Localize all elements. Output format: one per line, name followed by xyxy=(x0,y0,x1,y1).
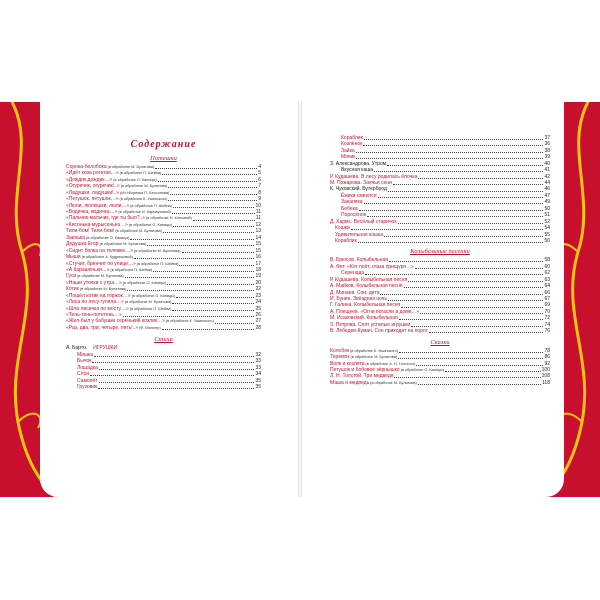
entry-page-number: 47 xyxy=(544,192,550,199)
entry-title: Колобок xyxy=(330,347,350,354)
entry-page-number: 7 xyxy=(258,183,261,190)
dot-leader xyxy=(99,369,255,370)
entry-page-number: 24 xyxy=(255,299,261,306)
entry-page-number: 6 xyxy=(258,176,261,183)
dot-leader xyxy=(388,300,543,301)
entry-page-number: 49 xyxy=(544,199,550,206)
entry-title: «Петушок, петушок…» xyxy=(66,196,119,203)
dot-leader xyxy=(420,313,543,314)
dot-leader xyxy=(162,174,257,175)
entry-adaptation-note: (в обработке М. Булатова) xyxy=(79,287,127,292)
entry-page-number: 37 xyxy=(544,134,550,141)
entry-title: В. Лебедев-Кумач. Сон приходит на порог xyxy=(330,328,428,335)
dot-leader xyxy=(172,310,254,311)
entry-title: «Стучит, бренчит по улице…» xyxy=(66,260,136,267)
entry-page-number: 17 xyxy=(255,260,261,267)
entry-page-number: 100 xyxy=(541,366,550,373)
entry-title: Сорока-белобока xyxy=(66,163,107,170)
dot-leader xyxy=(172,303,254,304)
dot-leader xyxy=(365,274,543,275)
dot-leader xyxy=(429,332,544,333)
entry-title: М. Пожарова. Заячьи сени xyxy=(330,180,392,187)
entry-title: Мячик xyxy=(341,154,356,161)
entry-title: Поросёнок xyxy=(341,212,366,219)
entry-title: Грузовик xyxy=(77,383,98,390)
entry-adaptation-note: (в обработке О. Капицы) xyxy=(128,222,173,227)
entry-adaptation-note: (Из сборника П. Бессонова) xyxy=(120,190,170,195)
dot-leader xyxy=(155,168,257,169)
dot-leader xyxy=(404,287,544,288)
entry-title: Мыши xyxy=(66,254,81,261)
nursery-list xyxy=(66,164,261,331)
entry-page-number: 69 xyxy=(544,302,550,309)
dot-leader xyxy=(125,277,255,278)
section-heading-nursery: Потешки xyxy=(150,155,177,162)
entry-title: «Кисонька-мурысенька…» xyxy=(66,221,128,228)
entry-page-number: 54 xyxy=(544,225,550,232)
entry-title: «Люли, люлюшки, люли…» xyxy=(66,202,130,209)
entry-page-number: 35 xyxy=(255,377,261,384)
dot-leader xyxy=(398,358,543,359)
dot-leader xyxy=(415,268,544,269)
dot-leader xyxy=(384,236,543,237)
dot-leader xyxy=(98,388,254,389)
dot-leader xyxy=(411,326,543,327)
entry-title: Р. Кудашева. Колыбельная песня xyxy=(330,276,408,283)
dot-leader xyxy=(173,226,254,227)
dot-leader xyxy=(130,239,254,240)
entry-page-number: 19 xyxy=(255,273,261,280)
entry-adaptation-note: (в обработке М. Булатова) xyxy=(350,355,398,360)
entry-page-number: 33 xyxy=(255,364,261,371)
poems-authors-list xyxy=(330,161,550,245)
entry-page-number: 35 xyxy=(255,383,261,390)
poems-continued-list xyxy=(330,135,550,161)
entry-page-number: 32 xyxy=(255,351,261,358)
entry-adaptation-note: (в обработке А. Кудряшовой) xyxy=(81,255,133,260)
entry-adaptation-note: (в обработке Н. Котковой) xyxy=(146,216,192,221)
dot-leader xyxy=(172,213,255,214)
dot-leader xyxy=(134,258,255,259)
entry-page-number: 40 xyxy=(544,160,550,167)
dot-leader xyxy=(94,356,254,357)
dot-leader xyxy=(153,271,254,272)
entry-page-number: 9 xyxy=(258,196,261,203)
poems-author: А. Барто. xyxy=(66,345,88,352)
entry-title: Заинька xyxy=(66,234,86,241)
entry-title: «Идёт коза рогатая…» xyxy=(66,170,119,177)
entry-adaptation-note: (в обработке М. Булатова) xyxy=(107,164,155,169)
entry-adaptation-note: (в обработке О. Капицы) xyxy=(122,280,167,285)
entry-page-number: 5 xyxy=(258,170,261,177)
entry-page-number: 11 xyxy=(255,215,261,222)
dot-leader xyxy=(356,152,544,153)
entry-adaptation-note: (в обработке И. Карнауховой) xyxy=(118,210,171,215)
entry-title: Р. Кудашева. В лесу родилась ёлочка xyxy=(330,173,418,180)
dot-leader xyxy=(387,165,543,166)
entry-page-number: 39 xyxy=(544,154,550,161)
entry-page-number: 12 xyxy=(255,221,261,228)
dot-leader xyxy=(367,216,543,217)
entry-title: «Наши уточки с утра…» xyxy=(66,279,122,286)
entry-title: А. Майков. Колыбельная песня xyxy=(330,283,403,290)
entry-page-number: 76 xyxy=(544,328,550,335)
entry-page-number: 44 xyxy=(544,180,550,187)
entry-title: К. Чуковский. Бутерброд xyxy=(330,186,387,193)
entry-adaptation-note: (в обработке А. Н. Толстого) xyxy=(365,361,416,366)
dot-leader xyxy=(416,365,543,366)
entry-title: Котик xyxy=(66,286,79,293)
entry-page-number: 51 xyxy=(544,212,550,219)
entry-page-number: 108 xyxy=(541,373,550,380)
entry-page-number: 33 xyxy=(255,358,261,365)
entry-adaptation-note: (в обработке К. Ушинского) xyxy=(165,319,214,324)
entry-page-number: 20 xyxy=(255,279,261,286)
dot-leader xyxy=(167,284,254,285)
entry-title: Петушок и бобовое зёрнышко xyxy=(330,366,400,373)
entry-title: Кошки xyxy=(335,225,350,232)
entry-title: А. Плещеев. «Огни погасли в доме…» xyxy=(330,308,420,315)
dot-leader xyxy=(380,294,543,295)
toc-entry xyxy=(330,380,550,386)
toc-right-column xyxy=(330,102,550,386)
dot-leader xyxy=(147,245,254,246)
entry-adaptation-note: (в обработке П. Шейна) xyxy=(110,267,153,272)
entry-page-number: 55 xyxy=(544,231,550,238)
entry-page-number: 18 xyxy=(255,266,261,273)
entry-title: Слон xyxy=(77,371,90,378)
dot-leader xyxy=(158,181,258,182)
entry-page-number: 34 xyxy=(255,371,261,378)
entry-page-number: 15 xyxy=(255,247,261,254)
toc-entry xyxy=(66,384,261,390)
entry-title: З. Петрова. Спят усталые игрушки xyxy=(330,321,411,328)
dot-leader xyxy=(398,223,544,224)
entry-title: Кораблик xyxy=(341,134,363,141)
entry-page-number: 25 xyxy=(255,305,261,312)
entry-page-number: 66 xyxy=(544,289,550,296)
entry-page-number: 56 xyxy=(544,237,550,244)
entry-page-number: 11 xyxy=(255,209,261,216)
toc-entry xyxy=(66,325,261,331)
entry-page-number: 67 xyxy=(544,296,550,303)
dot-leader xyxy=(418,178,543,179)
entry-adaptation-note: (в обработке М. Булатова) xyxy=(99,242,147,247)
entry-adaptation-note: (в обработке М. Булатова) xyxy=(370,380,417,385)
entry-title: Козлёнок xyxy=(341,141,363,148)
entry-title: «Лиса по лесу гуляла…» xyxy=(66,299,124,306)
entry-page-number: 60 xyxy=(544,263,550,270)
entry-adaptation-note: (Ф. Миллер) xyxy=(139,325,161,330)
entry-page-number: 52 xyxy=(544,218,550,225)
entry-page-number: 36 xyxy=(544,141,550,148)
entry-adaptation-note: (в обработке К. Ушинского) xyxy=(350,348,399,353)
entry-title: «Тень-тень-потетень…» xyxy=(66,312,122,319)
entry-adaptation-note: (в обработке П. Шейна) xyxy=(119,171,162,176)
entry-title: Бебека xyxy=(341,205,358,212)
dot-leader xyxy=(418,384,541,385)
dot-leader xyxy=(389,261,543,262)
dot-leader xyxy=(393,184,544,185)
dot-leader xyxy=(163,232,255,233)
dot-leader xyxy=(215,323,255,324)
entry-title: И. Бунин. Звёздная ночь xyxy=(330,296,387,303)
dot-leader xyxy=(351,229,544,230)
dot-leader xyxy=(173,207,255,208)
entry-page-number: 27 xyxy=(255,318,261,325)
entry-title: Серенада xyxy=(341,270,365,277)
entry-page-number: 16 xyxy=(255,254,261,261)
entry-page-number: 22 xyxy=(255,286,261,293)
entry-page-number: 14 xyxy=(255,234,261,241)
entry-title: Волк и козлята xyxy=(330,360,365,367)
entry-title: «А барашеньки…» xyxy=(66,266,110,273)
entry-title: Д. Минаев. Спи, дитя xyxy=(330,289,380,296)
entry-title: Теремок xyxy=(330,354,350,361)
entry-adaptation-note: (в обработке О. Капицы) xyxy=(86,235,130,240)
dot-leader xyxy=(399,319,544,320)
entry-title: «Жил-был у бабушки серенький козлик…» xyxy=(66,318,165,325)
entry-title: З. Александрова. Утром xyxy=(330,160,387,167)
toc-left-column xyxy=(66,102,261,390)
entry-page-number: 50 xyxy=(544,205,550,212)
dot-leader xyxy=(92,362,254,363)
dot-leader xyxy=(358,242,544,243)
entry-page-number: 74 xyxy=(544,321,550,328)
entry-title: Бычок xyxy=(77,358,92,365)
entry-title: «Шла лисичка по мосту…» xyxy=(66,305,129,312)
entry-adaptation-note: (в обработке О. Капицы) xyxy=(400,367,445,372)
entry-page-number: 13 xyxy=(255,228,261,235)
book-spine xyxy=(298,102,302,497)
dot-leader xyxy=(401,307,543,308)
entry-title: Кораблик xyxy=(335,237,357,244)
entry-page-number: 23 xyxy=(255,292,261,299)
entry-page-number: 10 xyxy=(255,202,261,209)
dot-leader xyxy=(176,297,254,298)
dot-leader xyxy=(179,265,254,266)
entry-title: «Раз, два, три, четыре, пять!..» xyxy=(66,324,139,331)
toc-entry xyxy=(330,238,550,244)
entry-title: «Огуречик, огуречик!..» xyxy=(66,183,120,190)
dot-leader xyxy=(363,145,543,146)
dot-leader xyxy=(359,210,544,211)
entry-title: Д. Хармс. Весёлый старичок xyxy=(330,218,397,225)
dot-leader xyxy=(168,200,257,201)
entry-page-number: 118 xyxy=(542,379,550,386)
entry-page-number: 26 xyxy=(255,312,261,319)
entry-adaptation-note: (в обработке О. Капицы) xyxy=(113,177,157,182)
dot-leader xyxy=(388,191,544,192)
entry-page-number: 8 xyxy=(258,189,261,196)
entry-page-number: 64 xyxy=(544,283,550,290)
entry-title: Ёжики смеются xyxy=(341,192,377,199)
entry-page-number: 42 xyxy=(544,173,550,180)
lullabies-list xyxy=(330,257,550,334)
entry-title: А. Фет. «Кот поёт, глаза прищуря…» xyxy=(330,263,414,270)
dot-leader xyxy=(127,290,254,291)
dot-leader xyxy=(399,352,543,353)
entry-title: «Ладушки, ладушки!..» xyxy=(66,189,120,196)
section-heading-poems: Стихи xyxy=(154,336,173,344)
entry-page-number: 4 xyxy=(258,163,261,170)
dot-leader xyxy=(408,281,543,282)
entry-adaptation-note: (в обработке П. Шейна) xyxy=(136,261,179,266)
entry-page-number: 62 xyxy=(544,270,550,277)
dot-leader xyxy=(394,377,540,378)
entry-title: «Сидит белка на тележке…» xyxy=(66,247,133,254)
entry-title: «Дождик,дождик…» xyxy=(66,176,113,183)
entry-title: Маша и медведь xyxy=(330,379,370,386)
dot-leader xyxy=(99,382,255,383)
entry-page-number: 46 xyxy=(544,186,550,193)
entry-adaptation-note: (в обработке П. Шейна) xyxy=(129,306,172,311)
entry-adaptation-note: (в обработке М. Булатова) xyxy=(115,229,162,234)
dot-leader xyxy=(364,203,544,204)
entry-title: М. Исаковский. Колыбельная xyxy=(330,315,398,322)
entry-title: Лошадка xyxy=(77,364,98,371)
dot-leader xyxy=(445,371,541,372)
entry-adaptation-note: (в обработке М. Булатова) xyxy=(77,274,124,279)
entry-title: Удивительная кошка xyxy=(335,231,384,238)
dot-leader xyxy=(182,252,255,253)
entry-title: Л. Н. Толстой. Три медведя xyxy=(330,373,394,380)
entry-title: Зайка xyxy=(341,147,355,154)
dot-leader xyxy=(356,158,543,159)
entry-page-number: 86 xyxy=(544,354,550,361)
entry-title: Вкусная каша xyxy=(341,167,374,174)
poems-cycle: ИГРУШКИ xyxy=(93,345,118,352)
poems-list xyxy=(66,352,261,391)
tales-list xyxy=(330,348,550,387)
toc-entry xyxy=(330,328,550,334)
entry-adaptation-note: (в обработке М. Булатова) xyxy=(120,184,168,189)
dot-leader xyxy=(123,316,255,317)
dot-leader xyxy=(162,329,255,330)
entry-title: Тили-бом! Тили-бом! xyxy=(66,228,115,235)
entry-title: «Пошёл котик на торжок…» xyxy=(66,292,131,299)
entry-page-number: 38 xyxy=(544,147,550,154)
dot-leader xyxy=(168,187,257,188)
entry-page-number: 15 xyxy=(255,241,261,248)
section-heading-tales: Сказки xyxy=(430,338,450,346)
dot-leader xyxy=(378,197,544,198)
entry-adaptation-note: (в обработке П. Шейна) xyxy=(130,203,172,208)
entry-title: В. Брюсов. Колыбельная xyxy=(330,257,388,264)
entry-title: Мишка xyxy=(77,351,94,358)
entry-title: Гуси xyxy=(66,273,77,280)
entry-title: Г. Галина. Колыбельная песня xyxy=(330,302,401,309)
dot-leader xyxy=(193,220,255,221)
entry-page-number: 78 xyxy=(544,347,550,354)
entry-title: Закаляка xyxy=(341,199,363,206)
dot-leader xyxy=(374,171,543,172)
entry-page-number: 28 xyxy=(255,324,261,331)
dot-leader xyxy=(364,139,544,140)
dot-leader xyxy=(90,375,254,376)
entry-adaptation-note: (в обработке М. Булатова) xyxy=(133,248,181,253)
entry-page-number: 41 xyxy=(544,167,550,174)
entry-page-number: 58 xyxy=(544,257,550,264)
entry-title: «Водичка, водичка…» xyxy=(66,209,118,216)
book-spread xyxy=(0,102,600,497)
entry-page-number: 70 xyxy=(544,308,550,315)
entry-adaptation-note: (в обработке О. Капицы) xyxy=(131,293,176,298)
entry-page-number: 63 xyxy=(544,276,550,283)
entry-title: Дедушка Егор xyxy=(66,241,99,248)
page-title: Содержание xyxy=(130,139,197,150)
section-heading-lullabies: Колыбельные песенки xyxy=(410,248,470,256)
entry-adaptation-note: (в обработке М. Булатова) xyxy=(124,300,172,305)
entry-adaptation-note: (в обработке К. Ушинского) xyxy=(119,197,168,202)
entry-title: Самолёт xyxy=(77,377,98,384)
dot-leader xyxy=(170,194,257,195)
entry-page-number: 92 xyxy=(544,360,550,367)
entry-title: «Пальчик-мальчик, где ты был?..» xyxy=(66,215,146,222)
entry-page-number: 72 xyxy=(544,315,550,322)
